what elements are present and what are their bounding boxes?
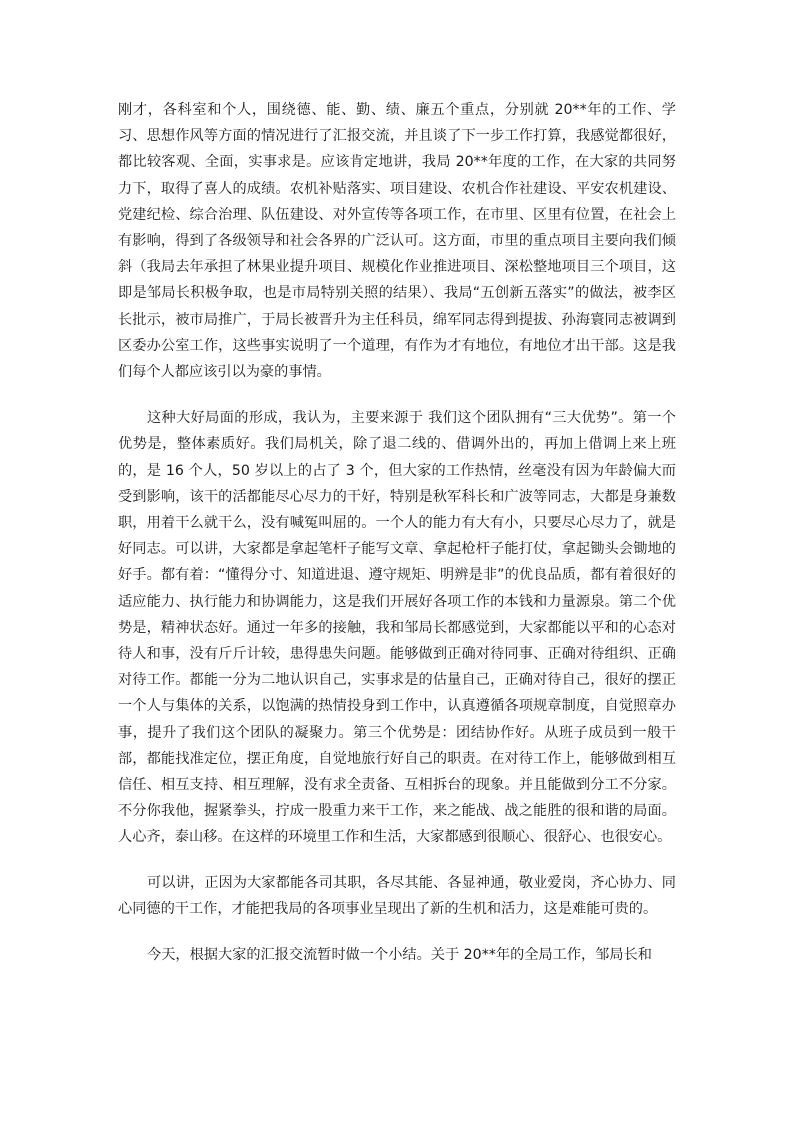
paragraph-2: 这种大好局面的形成，我认为，主要来源于 我们这个团队拥有“三大优势”。第一个优势是，整体素质好。我们局机关，除了退二线的、借调外出的，再加上借调上来上班的，是 16 个人，50 岁以上的占了 3 个，但大家的工作热情，丝毫没有因为年龄偏大而受到影响，该干的活都能尽心尽力的干好，特别是秋军科长和广波等同志，大都是身兼数职，用着干么就干么，没有喊冤叫屈的。一个人的能力有大有小，只要尽心尽力了，就是好同志。可以讲，大家都是拿起笔杆子能写文章、拿起枪杆子能打仗，拿起锄头会锄地的好手。都有着：“懂得分寸、知道进退、遵守规矩、明辨是非”的优良品质，都有着很好的适应能力、执行能力和协调能力，这是我们开展好各项工作的本钱和力量源泉。第二个优势是，精神状态好。通过一年多的接触，我和邹局长都感觉到，大家都能以平和的心态对待人和事，没有斤斤计较，患得患失问题。能够做到正确对待同事、正确对待组织、正确对待工作。都能一分为二地认识自己，实事求是的估量自己，正确对待自己，很好的摆正一个人与集体的关系，以饱满的热情投身到工作中，认真遵循各项规章制度，自觉照章办事，提升了我们这个团队的凝聚力。第三个优势是：团结协作好。从班子成员到一般干部，都能找准定位，摆正角度，自觉地旅行好自己的职责。在对待工作上，能够做到相互信任、相互支持、相互理解，没有求全责备、互相拆台的现象。并且能做到分工不分家。不分你我他，握紧拳头，拧成一股重力来干工作，来之能战、战之能胜的很和谐的局面。人心齐，泰山移。在这样的环境里工作和生活，大家都感到很顺心、很舒心、也很安心。 bbox=[118, 410, 676, 846]
paragraph-4: 今天，根据大家的汇报交流暂时做一个小结。关于 20**年的全局工作，邹局长和 bbox=[147, 947, 652, 964]
document-body bbox=[118, 97, 676, 968]
paragraph-1: 刚才，各科室和个人，围绕德、能、勤、绩、廉五个重点，分别就 20**年的工作、学习、思想作风等方面的情况进行了汇报交流，并且谈了下一步工作打算，我感觉都很好，都比较客观、全面，实事求是。应该肯定地讲，我局 20**年度的工作，在大家的共同努力下，取得了喜人的成绩。农机补贴落实、项目建设、农机合作社建设、平安农机建设、党建纪检、综合治理、队伍建设、对外宣传等各项工作，在市里、区里有位置，在社会上有影响，得到了各级领导和社会各界的广泛认可。这方面，市里的重点项目主要向我们倾斜（我局去年承担了林果业提升项目、规模化作业推进项目、深松整地项目三个项目，这即是邹局长积极争取，也是市局特别关照的结果）、我局“五创新五落实”的做法，被李区长批示，被市局推广，于局长被晋升为主任科员，绵军同志得到提拔、孙海寰同志被调到区委办公室工作，这些事实说明了一个道理，有作为才有地位，有地位才出干部。这是我们每个人都应该引以为豪的事情。 bbox=[118, 102, 676, 381]
paragraph-3: 可以讲，正因为大家都能各司其职，各尽其能、各显神通，敬业爱岗，齐心协力、同心同德的干工作，才能把我局的各项事业呈现出了新的生机和活力，这是难能可贵的。 bbox=[118, 874, 676, 917]
